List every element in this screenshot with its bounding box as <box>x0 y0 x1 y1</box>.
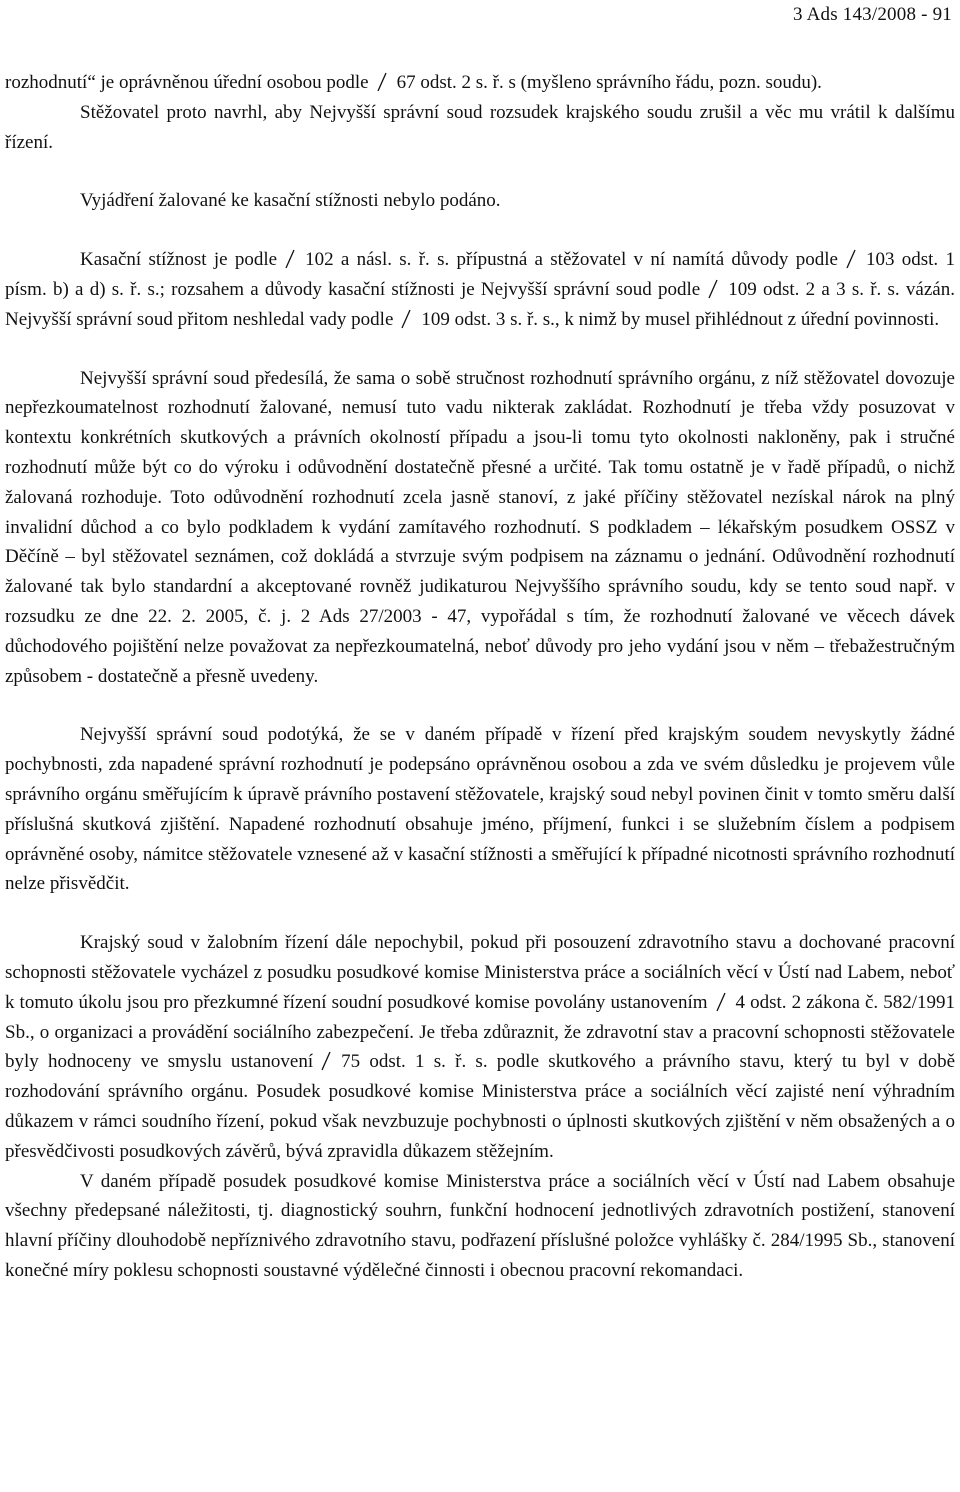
paragraph-8: V daném případě posudek posudkové komise Ministerstva práce a sociálních věcí v Ústí nad Labem obsahuje všechny předepsané náležitosti, tj. diagnostický souhrn, funkční hodnocení jednotlivých zdravotních postižení, stanovení hlavní příčiny dlouhodobě nepříznivého zdravotního stavu, podřazení příslušné položce vyhlášky č. 284/1995 Sb., stanovení konečné míry poklesu schopnosti soustavné výdělečné činnosti i obecnou pracovní rekomandaci. <box>5 1170 955 1281</box>
document-reference: 3 Ads 143/2008 - 91 <box>793 4 952 25</box>
paragraph-1-text-b: 67 odst. 2 s. ř. s (myšleno správního řádu, pozn. soudu). <box>396 72 822 93</box>
paragraph-6: Nejvyšší správní soud podotýká, že se v daném případě v řízení před krajským soudem nevyskytly žádné pochybnosti, zda napadené správní rozhodnutí je podepsáno oprávněnou osobou a zda ve svém důsledku je projevem vůle správního orgánu směřujícím k úpravě právního postavení stěžovatele, krajský soud nebyl povinen činit v tomto směru další příslušná skutková zjištění. Napadené rozhodnutí obsahuje jméno, příjmení, funkci i se služebním číslem a podpisem oprávněné osoby, námitce stěžovatele vznesené až v kasační stížnosti a směřující k případné nicotnosti správního rozhodnutí nelze přisvědčit. <box>5 724 955 895</box>
section-sign-icon <box>844 249 858 269</box>
paragraph-3: Vyjádření žalované ke kasační stížnosti nebylo podáno. <box>80 190 501 212</box>
document-body <box>5 68 955 1286</box>
paragraph-7-text-c: 75 odst. 1 s. ř. s. podle skutkového a právního stavu, který tu byl v době rozhodování správního orgánu. Posudek posudkové komise Ministerstva práce a sociálních věcí zajisté není výhradním důkazem v rámci soudního řízení, pokud však nevzbuzuje pochybnosti o úplnosti skutkových zjištění v něm obsažených a o přesvědčivosti posudkových závěrů, bývá zpravidla důkazem stěžejním. <box>5 1051 956 1162</box>
paragraph-4-text-a: Kasační stížnost je podle <box>80 249 278 271</box>
paragraph-1-text: rozhodnutí“ je oprávněnou úřední osobou podle <box>5 72 369 93</box>
paragraph-2: Stěžovatel proto navrhl, aby Nejvyšší správní soud rozsudek krajského soudu zrušil a věc mu vrátil k dalšímu řízení. <box>5 101 955 153</box>
paragraph-5: Nejvyšší správní soud předesílá, že sama o sobě stručnost rozhodnutí správního orgánu, z níž stěžovatel dovozuje nepřezkoumatelnost rozhodnutí žalované, nemusí tuto vadu nikterak zakládat. Rozhodnutí je třeba vždy posuzovat v kontextu konkrétních skutkových a právních okolností případu a jsou-li tomu tyto okolnosti nakloněny, pak i stručné rozhodnutí může být co do výroku i odůvodnění dostatečně přesné a určité. Tak tomu ostatně je v řadě případů, o nichž žalovaná rozhoduje. Toto odůvodnění rozhodnutí zcela jasně stanoví, z jaké příčiny stěžovatel nezískal nárok na plný invalidní důchod a co bylo podkladem k vydání zamítavého rozhodnutí. S podkladem – lékařským posudkem OSSZ v Děčíně – byl stěžovatel seznámen, což dokládá a stvrzuje svým podpisem na záznamu o jednání. Odůvodnění rozhodnutí žalované tak bylo standardní a akceptované rovněž judikaturou Nejvyššího správního soudu, kdy se tento soud např. v rozsudku ze dne 22. 2. 2005, č. j. 2 Ads 27/2003 - 47, vypořádal s tím, že rozhodnutí žalované ve věcech dávek důchodového pojištění nelze považovat za nepřezkoumatelná, neboť důvody pro jeho vydání jsou v něm – třebažestručným způsobem - dostatečně a přesně uvedeny. <box>5 367 955 687</box>
section-sign-icon <box>283 249 297 269</box>
section-sign-icon <box>375 72 389 92</box>
paragraph-7-text-a: Krajský soud v žalobním řízení dále nepochybil, pokud při posouzení zdravotního stavu a dochované pracovní schopnosti stěžovatele vycházel z posudku posudkové komise Ministerstva práce a sociálních věcí v Ústí nad Labem, neboť k tomuto úkolu jsou pro přezkumné řízení soudní posudkové komise povolány ustanovením <box>5 932 955 1013</box>
section-sign-icon <box>706 279 720 299</box>
section-sign-icon <box>714 992 728 1012</box>
paragraph-4-text-c: 103 odst. 1 písm. b) a d) s. ř. s.; rozsahem a důvody kasační stížnosti je Nejvyšší správní soud podle <box>5 249 955 300</box>
section-sign-icon <box>319 1051 333 1071</box>
paragraph-7 <box>5 928 955 1166</box>
paragraph-4-text-b: 102 a násl. s. ř. s. přípustná a stěžovatel v ní namítá důvody podle <box>305 249 838 271</box>
paragraph-4 <box>5 245 955 334</box>
paragraph-4-text-e: 109 odst. 3 s. ř. s., k nimž by musel přihlédnout z úřední povinnosti. <box>421 308 940 330</box>
section-sign-icon <box>399 309 413 329</box>
paragraph-1 <box>5 68 955 98</box>
paragraph-4-text-d: 109 odst. 2 a 3 s. ř. s. vázán. Nejvyšší správní soud přitom neshledal vady podle <box>5 278 955 330</box>
paragraph-7-text-b: 4 odst. 2 zákona č. 582/1991 Sb., o organizaci a provádění sociálního zabezpečení. Je třeba zdůraznit, že zdravotní stav a pracovní schopnosti stěžovatele byly hodnoceny ve smyslu ustanovení <box>5 991 955 1073</box>
